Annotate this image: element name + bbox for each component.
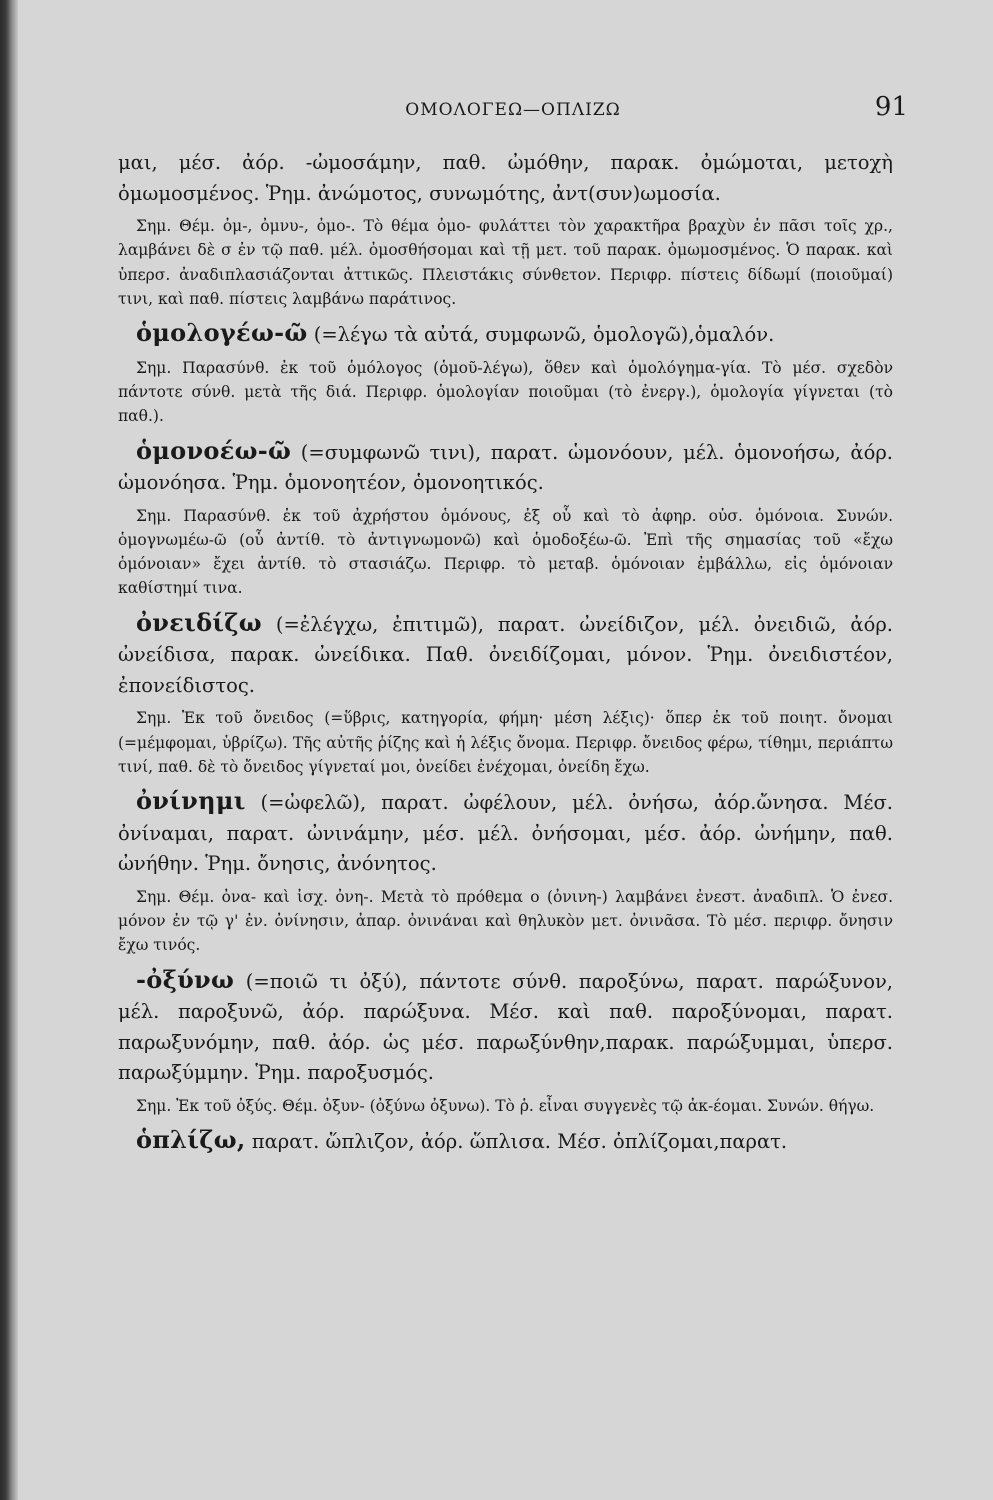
- entry-text: (=ποιῶ τι ὀξύ), πάντοτε σύνθ. παροξύνω, παρατ. παρώξυνον, μέλ. παροξυνῶ, ἀόρ. παρώξυνα. Μέσ. καὶ παθ. παροξύνομαι, παρατ. παρωξυνόμην, παθ. ἀόρ. ὡς μέσ. παρωξύνθην,παρακ. παρώξυμμαι, ὑπερσ. παρωξύμμην. Ῥημ. παροξυσμός.: [118, 969, 893, 1085]
- entry-text: μαι, μέσ. ἀόρ. -ὠμοσάμην, παθ. ὠμόθην, παρακ. ὀμώμοται, μετοχὴ ὀμωμοσμένος. Ῥημ. ἀνώμοτος, συνωμότης, ἀντ(συν)ωμοσία.: [118, 151, 893, 205]
- entry-omologeo: [118, 318, 893, 351]
- entry-note: Σημ. Θέμ. ὀνα- καὶ ἰσχ. ὀνη-. Μετὰ τὸ πρόθεμα ο (ὀνινη-) λαμβάνει ἐνεστ. ἀναδιπλ. Ὁ ἐνεσ. μόνον ἐν τῷ γ' ἐν. ὀνίνησιν, ἀπαρ. ὀνινάναι καὶ θηλυκὸν μετ. ὀνινᾶσα. Τὸ μέσ. περιφρ. ὄνησιν ἔχω τινός.: [118, 887, 893, 955]
- running-title: ΟΜΟΛΟΓΕΩ—ΟΠΛΙΖΩ: [405, 100, 621, 120]
- entry-oxyno: [118, 965, 893, 1089]
- entry-oninemi: [118, 786, 893, 880]
- entry-lemma: ὁμονοέω-ῶ: [136, 435, 292, 465]
- entry-note: Σημ. Παρασύνθ. ἐκ τοῦ ὁμόλογος (ὁμοῦ-λέγω), ὅθεν καὶ ὁμολόγημα-γία. Τὸ μέσ. σχεδὸν πάντοτε σύνθ. μετὰ τῆς διά. Περιφρ. ὁμολογίαν ποιοῦμαι (τὸ ἐνεργ.), ὁμολογία γίγνεται (τὸ παθ.).: [118, 358, 893, 426]
- entry-text: παρατ. ὥπλιζον, ἀόρ. ὥπλισα. Μέσ. ὁπλίζομαι,παρατ.: [251, 1129, 788, 1153]
- entry-omonoeo: [118, 436, 893, 499]
- entry-lemma: ὁπλίζω,: [136, 1124, 246, 1154]
- book-gutter: [0, 0, 18, 1500]
- entry-text: (=ὠφελῶ), παρατ. ὠφέλουν, μέλ. ὀνήσω, ἀόρ.ὤνησα. Μέσ. ὀνίναμαι, παρατ. ὠνινάμην, μέσ. μέλ. ὀνήσομαι, μέσ. ἀόρ. ὠνήμην, παθ. ὠνήθην. Ῥημ. ὄνησις, ἀνόνητος.: [118, 791, 893, 876]
- entry-text: (=συμφωνῶ τινι), παρατ. ὡμονόουν, μέλ. ὁμονοήσω, ἀόρ. ὡμονόησα. Ῥημ. ὁμονοητέον, ὁμονοητικός.: [118, 440, 893, 495]
- entry-continuation: [118, 148, 893, 209]
- entry-lemma: ὁμολογέω-ῶ: [136, 318, 308, 348]
- entry-note: Σημ. Θέμ. ὀμ-, ὀμνυ-, ὀμο-. Τὸ θέμα ὀμο- φυλάττει τὸν χαρακτῆρα βραχὺν ἐν πᾶσι τοῖς χρ., λαμβάνει δὲ σ ἐν τῷ παθ. μέλ. ὀμοσθήσομαι καὶ τῇ μετ. τοῦ παρακ. ὀμωμοσμένος. Ὁ παρακ. καὶ ὑπερσ. ἀναδιπλασιάζονται ἀττικῶς. Πλειστάκις σύνθετον. Περιφρ. πίστεις δίδωμί (ποιοῦμαί) τινι, καὶ παθ. πίστεις λαμβάνω παράτινος.: [118, 217, 893, 308]
- entry-lemma: -ὀξύνω: [136, 964, 235, 994]
- entry-note: Σημ. Ἐκ τοῦ ὄνειδος (=ὕβρις, κατηγορία, φήμη· μέση λέξις)· ὅπερ ἐκ τοῦ ποιητ. ὄνομαι (=μέμφομαι, ὑβρίζω). Τῆς αὐτῆς ῥίζης καὶ ἡ λέξις ὄνομα. Περιφρ. ὄνειδος φέρω, τίθημι, περιάπτω τινί, παθ. δὲ τὸ ὄνειδος γίγνεταί μοι, ὀνείδει ἐνέχομαι, ὀνείδη ἔχω.: [118, 709, 893, 776]
- entry-note: Σημ. Παρασύνθ. ἐκ τοῦ ἀχρήστου ὁμόνους, ἐξ οὗ καὶ τὸ ἀφηρ. οὐσ. ὁμόνοια. Συνών. ὁμογνωμέω-ῶ (οὗ ἀντίθ. τὸ ἀντιγνωμονῶ) καὶ ὁμοδοξέω-ῶ. Ἐπὶ τῆς σημασίας τοῦ «ἔχω ὁμόνοιαν» ἔχει ἀντίθ. τὸ στασιάζω. Περιφρ. τὸ μεταβ. ὁμόνοιαν ἐμβάλλω, εἰς ὁμόνοιαν καθίστημί τινα.: [118, 506, 893, 598]
- entry-lemma: ὀνίνημι: [136, 786, 246, 816]
- entry-lemma: ὀνειδίζω: [136, 607, 262, 637]
- dictionary-text: [118, 148, 893, 1162]
- entry-oplizo: [118, 1125, 893, 1158]
- page-number: 91: [874, 92, 908, 122]
- running-header: [118, 92, 908, 122]
- entry-note: Σημ. Ἐκ τοῦ ὀξύς. Θέμ. ὀξυν- (ὀξύνω ὀξυνω). Τὸ ῥ. εἶναι συγγενὲς τῷ ἀκ-έομαι. Συνών. θήγω.: [136, 1096, 875, 1115]
- entry-text: (=λέγω τὰ αὐτά, συμφωνῶ, ὁμολογῶ),ὁμαλόν.: [313, 323, 775, 347]
- entry-oneidizo: [118, 608, 893, 702]
- book-page: [18, 0, 993, 1500]
- entry-text: (=ἐλέγχω, ἐπιτιμῶ), παρατ. ὠνείδιζον, μέλ. ὀνειδιῶ, ἀόρ. ὠνείδισα, παρακ. ὠνείδικα. Παθ. ὀνειδίζομαι, μόνον. Ῥημ. ὀνειδιστέον, ἐπονείδιστος.: [118, 612, 893, 697]
